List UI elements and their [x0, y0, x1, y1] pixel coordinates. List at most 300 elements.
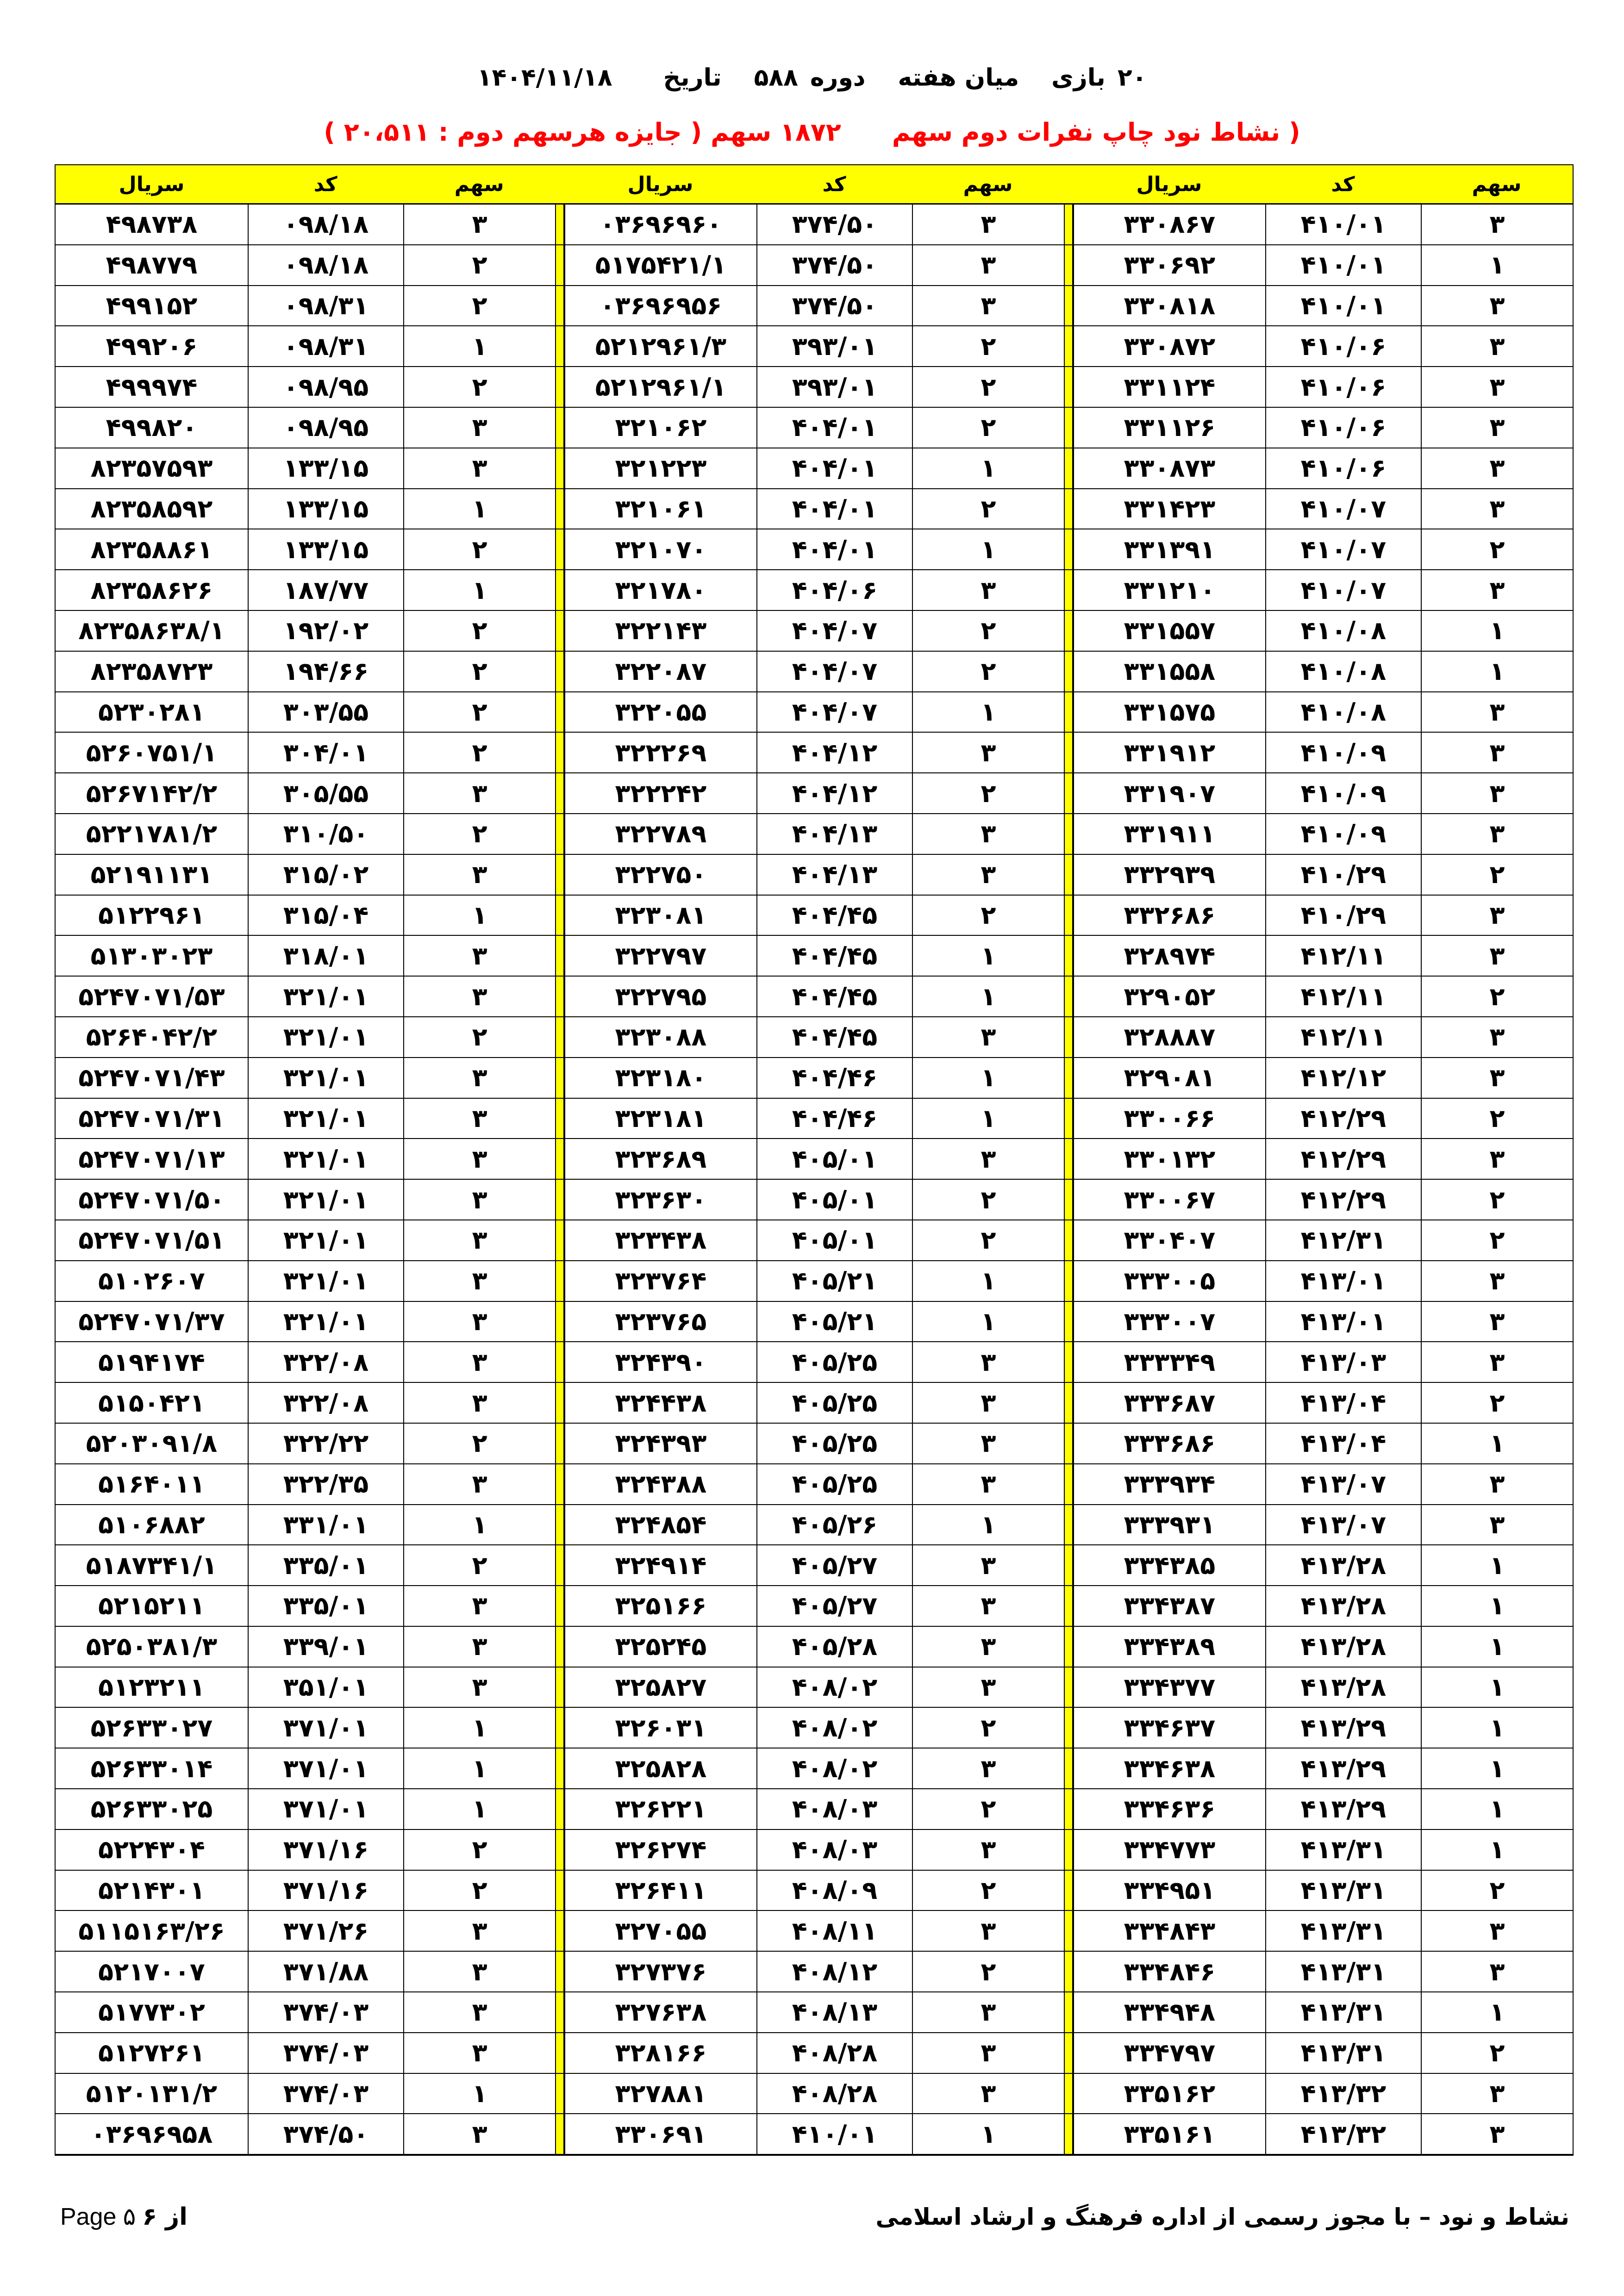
table-row	[56, 814, 1573, 855]
share-cell: ۳	[403, 1586, 555, 1626]
code-cell: ۴۰۸/۱۱	[756, 1911, 912, 1951]
code-cell: ۴۰۴/۰۱	[756, 529, 912, 569]
column-divider	[555, 1830, 564, 1870]
code-cell: ۴۰۸/۲۸	[756, 2033, 912, 2073]
page-number: ۵	[123, 2203, 136, 2230]
share-cell: ۱	[403, 326, 555, 366]
code-cell: ۴۱۳/۲۸	[1265, 1545, 1421, 1585]
code-cell: ۳۷۴/۰۳	[248, 2033, 403, 2073]
serial-cell: ۳۲۲۰۸۷	[564, 652, 756, 691]
code-cell: ۴۰۴/۰۷	[756, 611, 912, 651]
table-row	[56, 2114, 1573, 2155]
code-cell: ۴۰۸/۰۲	[756, 1748, 912, 1788]
code-cell: ۴۱۳/۳۱	[1265, 1871, 1421, 1910]
code-cell: ۳۷۱/۰۱	[248, 1748, 403, 1788]
column-divider	[1064, 1017, 1073, 1057]
column-divider	[1064, 1220, 1073, 1260]
table-row	[56, 1017, 1573, 1058]
serial-cell: ۳۳۴۶۳۷	[1073, 1708, 1265, 1748]
code-cell: ۴۱۳/۳۱	[1265, 1952, 1421, 1991]
code-cell: ۴۱۳/۲۹	[1265, 1708, 1421, 1748]
column-divider	[555, 2074, 564, 2114]
code-cell: ۴۱۰/۰۷	[1265, 489, 1421, 529]
serial-cell: ۳۲۳۰۸۱	[564, 896, 756, 935]
share-cell: ۳	[1421, 692, 1573, 732]
table-header-row	[56, 165, 1573, 205]
code-cell: ۳۲۱/۰۱	[248, 977, 403, 1016]
serial-cell: ۳۳۱۱۲۶	[1073, 408, 1265, 448]
table-row	[56, 855, 1573, 896]
share-cell: ۳	[1421, 326, 1573, 366]
code-cell: ۳۵۱/۰۱	[248, 1668, 403, 1707]
serial-cell: ۴۹۸۷۷۹	[106, 250, 198, 280]
column-divider	[555, 1383, 564, 1423]
serial-cell: ۳۳۱۵۵۸	[1073, 652, 1265, 691]
table-row	[56, 1668, 1573, 1708]
code-cell: ۴۱۳/۲۸	[1265, 1627, 1421, 1667]
serial-cell: ۳۲۴۹۱۴	[564, 1545, 756, 1585]
column-divider	[1064, 1748, 1073, 1788]
serial-cell: ۳۲۳۶۸۹	[564, 1139, 756, 1179]
serial-cell: ۵۲۴۷۰۷۱/۵۰	[78, 1185, 225, 1214]
column-divider	[555, 1424, 564, 1463]
serial-cell: ۳۲۲۲۶۹	[564, 733, 756, 772]
table-row	[56, 286, 1573, 327]
table-row	[56, 936, 1573, 977]
share-cell: ۱	[912, 1099, 1064, 1139]
serial-cell: ۵۲۰۳۰۹۱/۸	[86, 1429, 218, 1458]
column-divider	[1064, 936, 1073, 976]
code-cell: ۴۰۵/۲۵	[756, 1383, 912, 1423]
share-cell: ۳	[1421, 408, 1573, 448]
column-divider	[1064, 611, 1073, 651]
serial-cell: ۳۲۸۱۶۶	[564, 2033, 756, 2073]
serial-cell: ۳۳۴۶۳۶	[1073, 1789, 1265, 1829]
share-cell: ۲	[912, 1789, 1064, 1829]
serial-cell: ۳۳۱۴۲۳	[1073, 489, 1265, 529]
serial-cell: ۳۳۴۸۴۶	[1073, 1952, 1265, 1991]
column-divider	[555, 1627, 564, 1667]
share-cell: ۳	[403, 408, 555, 448]
date-label: تاریخ	[663, 64, 722, 92]
share-cell: ۳	[912, 1464, 1064, 1504]
code-cell: ۴۱۰/۰۷	[1265, 529, 1421, 569]
serial-cell: ۵۱۷۷۳۰۲	[98, 1997, 205, 2027]
share-cell: ۳	[912, 1586, 1064, 1626]
share-cell: ۱	[912, 1058, 1064, 1098]
share-cell: ۳	[403, 936, 555, 976]
column-divider	[555, 1220, 564, 1260]
serial-cell: ۸۲۳۵۷۵۹۳	[90, 454, 213, 483]
table-row	[56, 448, 1573, 489]
code-cell: ۴۱۰/۰۸	[1265, 652, 1421, 691]
share-cell: ۳	[403, 1261, 555, 1301]
serial-cell: ۳۳۱۹۱۱	[1073, 814, 1265, 854]
serial-cell: ۳۳۳۶۸۷	[1073, 1383, 1265, 1423]
code-cell: ۰۹۸/۳۱	[248, 326, 403, 366]
share-cell: ۳	[1421, 448, 1573, 488]
share-cell: ۳	[912, 2074, 1064, 2114]
table-row	[56, 326, 1573, 367]
date-info	[477, 64, 722, 92]
column-divider	[555, 367, 564, 407]
table-row	[56, 1708, 1573, 1748]
share-cell: ۲	[912, 367, 1064, 407]
share-cell: ۱	[1421, 1545, 1573, 1585]
table-row	[56, 773, 1573, 814]
table-row	[56, 1342, 1573, 1383]
code-cell: ۴۱۳/۰۴	[1265, 1383, 1421, 1423]
code-cell: ۴۰۵/۰۱	[756, 1139, 912, 1179]
serial-cell: ۳۲۴۳۹۳	[564, 1424, 756, 1463]
serial-cell: ۴۹۹۸۲۰	[106, 413, 198, 442]
share-cell: ۲	[912, 408, 1064, 448]
share-cell: ۳	[403, 1220, 555, 1260]
share-cell: ۱	[1421, 1992, 1573, 2032]
serial-cell: ۳۲۹۰۵۲	[1073, 977, 1265, 1016]
code-cell: ۴۰۵/۲۵	[756, 1424, 912, 1463]
code-cell: ۴۱۳/۰۱	[1265, 1302, 1421, 1342]
serial-cell: ۰۳۶۹۶۹۵۸	[90, 2119, 213, 2149]
code-cell: ۳۷۱/۸۸	[248, 1952, 403, 1991]
serial-cell: ۳۳۳۶۸۶	[1073, 1424, 1265, 1463]
column-divider	[555, 1342, 564, 1382]
serial-cell: ۳۲۶۴۱۱	[564, 1871, 756, 1910]
code-cell: ۳۲۲/۳۵	[248, 1464, 403, 1504]
serial-cell: ۵۲۱۵۲۱۱	[98, 1591, 205, 1621]
share-cell: ۳	[403, 1668, 555, 1707]
header-serial: سریال	[1136, 172, 1202, 196]
serial-cell: ۳۳۰۸۷۳	[1073, 448, 1265, 488]
share-cell: ۲	[1421, 855, 1573, 895]
header-gap	[1064, 165, 1073, 203]
header-share: سهم	[1472, 172, 1522, 196]
serial-cell: ۸۲۳۵۸۶۳۸/۱	[78, 616, 225, 646]
serial-cell: ۳۳۲۶۸۶	[1073, 896, 1265, 935]
column-divider	[555, 733, 564, 772]
serial-cell: ۳۳۴۹۵۱	[1073, 1871, 1265, 1910]
code-cell: ۴۱۳/۲۸	[1265, 1668, 1421, 1707]
share-cell: ۱	[403, 489, 555, 529]
serial-cell: ۳۳۰۸۷۲	[1073, 326, 1265, 366]
serial-cell: ۵۲۱۲۹۶۱/۳	[564, 326, 756, 366]
table-row	[56, 1058, 1573, 1099]
serial-cell: ۳۲۳۰۸۸	[564, 1017, 756, 1057]
code-cell: ۴۱۰/۰۶	[1265, 367, 1421, 407]
code-cell: ۱۹۲/۰۲	[248, 611, 403, 651]
serial-cell: ۵۲۴۷۰۷۱/۴۳	[78, 1063, 225, 1093]
code-cell: ۳۷۴/۵۰	[756, 205, 912, 244]
share-cell: ۳	[403, 2033, 555, 2073]
table-row	[56, 1952, 1573, 1992]
share-cell: ۳	[403, 1952, 555, 1991]
code-cell: ۴۱۳/۰۷	[1265, 1464, 1421, 1504]
serial-cell: ۳۳۳۰۰۵	[1073, 1261, 1265, 1301]
serial-cell: ۳۲۱۷۸۰	[564, 570, 756, 610]
code-cell: ۳۰۳/۵۵	[248, 692, 403, 732]
share-cell: ۳	[1421, 1261, 1573, 1301]
header-code: کد	[822, 172, 846, 196]
serial-cell: ۵۱۲۲۹۶۱	[98, 900, 205, 930]
serial-cell: ۳۲۳۱۸۱	[564, 1099, 756, 1139]
code-cell: ۴۱۰/۲۹	[1265, 855, 1421, 895]
serial-cell: ۳۳۲۹۳۹	[1073, 855, 1265, 895]
share-cell: ۱	[403, 1505, 555, 1545]
serial-cell: ۳۳۰۰۶۷	[1073, 1180, 1265, 1220]
serial-cell: ۳۲۱۰۶۲	[564, 408, 756, 448]
table-row	[56, 1789, 1573, 1830]
share-cell: ۲	[403, 1545, 555, 1585]
share-cell: ۱	[912, 1261, 1064, 1301]
serial-cell: ۳۲۲۷۸۹	[564, 814, 756, 854]
share-cell: ۳	[912, 1992, 1064, 2032]
table-row	[56, 1911, 1573, 1952]
serial-cell: ۳۲۲۱۴۳	[564, 611, 756, 651]
header-gap	[555, 165, 564, 203]
code-cell: ۳۱۸/۰۱	[248, 936, 403, 976]
serial-cell: ۳۲۱۲۲۳	[564, 448, 756, 488]
serial-cell: ۵۲۴۷۰۷۱/۳۱	[78, 1103, 225, 1133]
share-cell: ۳	[1421, 1952, 1573, 1991]
code-cell: ۳۹۳/۰۱	[756, 326, 912, 366]
code-cell: ۴۰۴/۴۵	[756, 896, 912, 935]
column-divider	[1064, 1708, 1073, 1748]
share-cell: ۳	[403, 1627, 555, 1667]
code-cell: ۴۱۰/۰۱	[1265, 245, 1421, 285]
table-row	[56, 1992, 1573, 2033]
share-cell: ۱	[912, 529, 1064, 569]
serial-cell: ۴۹۸۷۳۸	[106, 210, 198, 239]
column-divider	[555, 1180, 564, 1220]
serial-cell: ۸۲۳۵۸۸۶۱	[90, 535, 213, 564]
share-cell: ۲	[403, 367, 555, 407]
share-cell: ۳	[912, 570, 1064, 610]
code-cell: ۰۹۸/۱۸	[248, 245, 403, 285]
code-cell: ۳۳۹/۰۱	[248, 1627, 403, 1667]
serial-cell: ۵۲۶۳۳۰۲۷	[90, 1713, 213, 1742]
column-divider	[1064, 1139, 1073, 1179]
serial-cell: ۳۳۰۸۶۷	[1073, 205, 1265, 244]
serial-cell: ۵۱۲۰۱۳۱/۲	[86, 2079, 218, 2109]
code-cell: ۴۰۵/۰۱	[756, 1220, 912, 1260]
share-cell: ۳	[912, 286, 1064, 326]
share-cell: ۲	[1421, 1180, 1573, 1220]
serial-cell: ۵۲۶۳۳۰۱۴	[90, 1754, 213, 1783]
code-cell: ۴۰۸/۱۲	[756, 1952, 912, 1991]
table-row	[56, 570, 1573, 611]
code-cell: ۳۲۱/۰۱	[248, 1017, 403, 1057]
serial-cell: ۵۲۴۷۰۷۱/۵۱	[78, 1226, 225, 1255]
share-cell: ۳	[403, 1911, 555, 1951]
serial-cell: ۳۳۰۴۰۷	[1073, 1220, 1265, 1260]
code-cell: ۴۰۴/۱۳	[756, 855, 912, 895]
share-cell: ۳	[1421, 367, 1573, 407]
code-cell: ۴۰۸/۰۹	[756, 1871, 912, 1910]
page-header	[0, 59, 1624, 96]
code-cell: ۴۰۸/۰۳	[756, 1789, 912, 1829]
share-cell: ۱	[1421, 1424, 1573, 1463]
share-cell: ۱	[1421, 1708, 1573, 1748]
table-row	[56, 1383, 1573, 1424]
column-divider	[555, 1464, 564, 1504]
footer-notice: نشاط و نود – با مجوز رسمی از اداره فرهنگ و ارشاد اسلامی	[875, 2203, 1569, 2230]
column-divider	[555, 692, 564, 732]
table-row	[56, 977, 1573, 1017]
code-cell: ۴۰۸/۱۳	[756, 1992, 912, 2032]
table-row	[56, 1748, 1573, 1789]
share-cell: ۲	[403, 1830, 555, 1870]
table-row	[56, 1830, 1573, 1871]
column-divider	[555, 1058, 564, 1098]
code-cell: ۴۱۲/۲۹	[1265, 1139, 1421, 1179]
serial-cell: ۵۱۱۵۱۶۳/۲۶	[78, 1916, 225, 1946]
share-cell: ۱	[1421, 652, 1573, 691]
column-divider	[555, 1302, 564, 1342]
code-cell: ۴۰۸/۰۲	[756, 1668, 912, 1707]
serial-cell: ۳۲۶۲۲۱	[564, 1789, 756, 1829]
subheader-part2: ۱۸۷۲ سهم ( جایزه هرسهم دوم : ۲۰،۵۱۱ )	[324, 117, 841, 147]
share-cell: ۳	[403, 1464, 555, 1504]
code-cell: ۳۲۱/۰۱	[248, 1180, 403, 1220]
serial-cell: ۳۲۵۸۲۸	[564, 1748, 756, 1788]
code-cell: ۳۲۱/۰۱	[248, 1302, 403, 1342]
serial-cell: ۵۱۲۷۲۶۱	[98, 2038, 205, 2068]
share-cell: ۳	[1421, 286, 1573, 326]
code-cell: ۳۲۱/۰۱	[248, 1261, 403, 1301]
column-divider	[555, 408, 564, 448]
table-row	[56, 408, 1573, 448]
code-cell: ۱۳۳/۱۵	[248, 448, 403, 488]
code-cell: ۳۲۱/۰۱	[248, 1099, 403, 1139]
column-divider	[555, 1789, 564, 1829]
share-cell: ۲	[403, 1424, 555, 1463]
share-cell: ۳	[912, 855, 1064, 895]
winners-table	[55, 164, 1574, 2156]
share-cell: ۳	[912, 1627, 1064, 1667]
table-row	[56, 1627, 1573, 1668]
code-cell: ۴۱۳/۳۱	[1265, 2033, 1421, 2073]
share-cell: ۱	[912, 2114, 1064, 2154]
code-cell: ۴۰۵/۲۷	[756, 1586, 912, 1626]
serial-cell: ۳۳۳۹۳۴	[1073, 1464, 1265, 1504]
game-info	[1051, 64, 1147, 92]
serial-cell: ۳۲۶۰۳۱	[564, 1708, 756, 1748]
share-cell: ۳	[1421, 1911, 1573, 1951]
code-cell: ۴۱۳/۰۴	[1265, 1424, 1421, 1463]
header-share: سهم	[963, 172, 1013, 196]
share-cell: ۲	[403, 529, 555, 569]
table-row	[56, 1302, 1573, 1343]
share-cell: ۲	[403, 733, 555, 772]
code-cell: ۴۱۰/۰۸	[1265, 692, 1421, 732]
share-cell: ۲	[1421, 2033, 1573, 2073]
column-divider	[1064, 1830, 1073, 1870]
table-row	[56, 367, 1573, 408]
column-divider	[555, 2114, 564, 2154]
share-cell: ۳	[912, 1424, 1064, 1463]
serial-cell: ۵۲۱۹۱۱۳۱	[90, 860, 213, 890]
share-cell: ۱	[1421, 1586, 1573, 1626]
serial-cell: ۳۲۸۹۷۴	[1073, 936, 1265, 976]
share-cell: ۳	[912, 205, 1064, 244]
column-divider	[555, 1586, 564, 1626]
code-cell: ۴۱۲/۱۱	[1265, 977, 1421, 1016]
share-cell: ۲	[403, 814, 555, 854]
share-cell: ۲	[403, 1017, 555, 1057]
serial-cell: ۳۳۱۲۱۰	[1073, 570, 1265, 610]
serial-cell: ۳۳۳۳۴۹	[1073, 1342, 1265, 1382]
share-cell: ۳	[1421, 570, 1573, 610]
share-cell: ۱	[1421, 1748, 1573, 1788]
code-cell: ۳۲۲/۰۸	[248, 1342, 403, 1382]
serial-cell: ۳۳۴۳۷۷	[1073, 1668, 1265, 1707]
table-row	[56, 896, 1573, 936]
share-cell: ۳	[1421, 773, 1573, 813]
table-row	[56, 1424, 1573, 1464]
column-divider	[1064, 1464, 1073, 1504]
share-cell: ۳	[403, 1342, 555, 1382]
share-cell: ۳	[1421, 2074, 1573, 2114]
column-divider	[555, 1139, 564, 1179]
share-cell: ۳	[912, 1342, 1064, 1382]
column-divider	[1064, 2114, 1073, 2154]
serial-cell: ۳۳۱۳۹۱	[1073, 529, 1265, 569]
share-cell: ۲	[403, 286, 555, 326]
code-cell: ۴۰۴/۴۶	[756, 1099, 912, 1139]
code-cell: ۴۰۴/۱۲	[756, 733, 912, 772]
code-cell: ۴۰۴/۰۷	[756, 692, 912, 732]
code-cell: ۴۱۳/۳۱	[1265, 1911, 1421, 1951]
share-cell: ۳	[403, 773, 555, 813]
code-cell: ۳۷۴/۰۳	[248, 2074, 403, 2114]
serial-cell: ۰۳۶۹۶۹۵۶	[564, 286, 756, 326]
header-serial: سریال	[627, 172, 693, 196]
serial-cell: ۵۲۴۷۰۷۱/۱۳	[78, 1144, 225, 1174]
code-cell: ۴۱۳/۳۲	[1265, 2074, 1421, 2114]
share-cell: ۱	[912, 936, 1064, 976]
serial-cell: ۵۲۶۰۷۵۱/۱	[86, 738, 218, 767]
column-divider	[555, 1992, 564, 2032]
share-cell: ۱	[403, 1708, 555, 1748]
serial-cell: ۴۹۹۹۷۴	[106, 372, 198, 402]
serial-cell: ۸۲۳۵۸۵۹۲	[90, 494, 213, 523]
serial-cell: ۳۲۱۰۶۱	[564, 489, 756, 529]
column-divider	[555, 855, 564, 895]
code-cell: ۴۰۴/۰۱	[756, 408, 912, 448]
serial-cell: ۳۳۱۵۷۵	[1073, 692, 1265, 732]
column-divider	[555, 1668, 564, 1707]
column-divider	[555, 814, 564, 854]
code-cell: ۳۳۵/۰۱	[248, 1586, 403, 1626]
share-cell: ۳	[403, 1302, 555, 1342]
code-cell: ۴۱۲/۲۹	[1265, 1099, 1421, 1139]
column-divider	[555, 1952, 564, 1991]
share-cell: ۳	[403, 1180, 555, 1220]
share-cell: ۱	[912, 977, 1064, 1016]
serial-cell: ۵۲۱۷۰۰۷	[98, 1957, 205, 1986]
draw-type: میان هفته	[898, 64, 1019, 92]
code-cell: ۴۱۰/۰۱	[1265, 205, 1421, 244]
column-divider	[1064, 570, 1073, 610]
serial-cell: ۵۲۶۴۰۴۲/۲	[86, 1022, 218, 1052]
serial-cell: ۳۲۴۳۹۰	[564, 1342, 756, 1382]
code-cell: ۴۰۵/۲۱	[756, 1261, 912, 1301]
code-cell: ۱۸۷/۷۷	[248, 570, 403, 610]
game-label: بازی	[1051, 64, 1106, 92]
serial-cell: ۳۲۳۷۶۵	[564, 1302, 756, 1342]
serial-cell: ۳۲۷۳۷۶	[564, 1952, 756, 1991]
round-label: دوره	[810, 64, 866, 92]
